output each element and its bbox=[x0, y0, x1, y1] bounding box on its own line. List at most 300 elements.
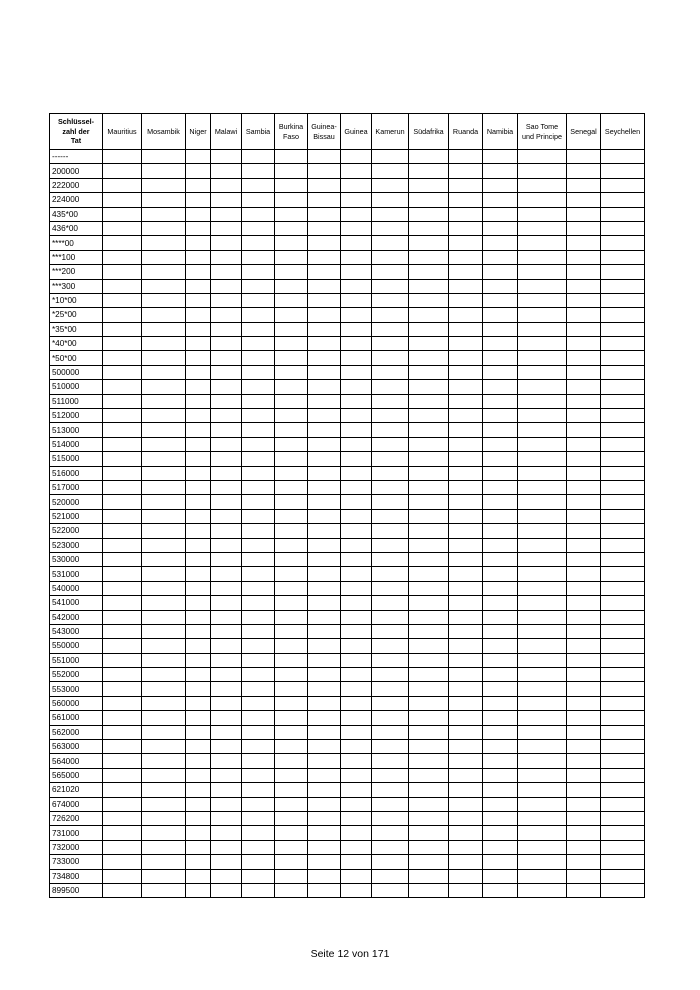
empty-cell bbox=[186, 308, 211, 322]
empty-cell bbox=[372, 178, 409, 192]
empty-cell bbox=[308, 293, 341, 307]
empty-cell bbox=[103, 495, 142, 509]
empty-cell bbox=[601, 409, 645, 423]
empty-cell bbox=[567, 509, 601, 523]
column-header-label: Sao Tome bbox=[525, 121, 559, 131]
table-row bbox=[50, 639, 645, 653]
table-row bbox=[50, 394, 645, 408]
empty-cell bbox=[186, 495, 211, 509]
empty-cell bbox=[142, 797, 186, 811]
empty-cell bbox=[211, 207, 242, 221]
empty-cell bbox=[483, 668, 518, 682]
empty-cell bbox=[186, 840, 211, 854]
empty-cell bbox=[341, 610, 372, 624]
empty-cell bbox=[103, 409, 142, 423]
column-header-country bbox=[449, 114, 483, 150]
empty-cell bbox=[601, 365, 645, 379]
empty-cell bbox=[372, 768, 409, 782]
empty-cell bbox=[242, 207, 275, 221]
empty-cell bbox=[409, 322, 449, 336]
empty-cell bbox=[341, 293, 372, 307]
empty-cell bbox=[409, 711, 449, 725]
empty-cell bbox=[341, 567, 372, 581]
empty-cell bbox=[567, 365, 601, 379]
empty-cell bbox=[449, 337, 483, 351]
empty-cell bbox=[567, 279, 601, 293]
empty-cell bbox=[103, 538, 142, 552]
empty-cell bbox=[601, 351, 645, 365]
row-key-cell: 899500 bbox=[50, 883, 103, 897]
empty-cell bbox=[211, 250, 242, 264]
empty-cell bbox=[142, 624, 186, 638]
empty-cell bbox=[372, 711, 409, 725]
empty-cell bbox=[518, 754, 567, 768]
empty-cell bbox=[142, 653, 186, 667]
empty-cell bbox=[308, 164, 341, 178]
empty-cell bbox=[242, 409, 275, 423]
empty-cell bbox=[567, 682, 601, 696]
column-header-country bbox=[103, 114, 142, 150]
empty-cell bbox=[308, 423, 341, 437]
empty-cell bbox=[103, 150, 142, 164]
row-key-cell: 561000 bbox=[50, 711, 103, 725]
empty-cell bbox=[308, 221, 341, 235]
empty-cell bbox=[518, 236, 567, 250]
empty-cell bbox=[308, 279, 341, 293]
column-header-label: Guinea- bbox=[311, 121, 337, 131]
empty-cell bbox=[518, 466, 567, 480]
empty-cell bbox=[142, 178, 186, 192]
empty-cell bbox=[601, 380, 645, 394]
row-key-cell: 436*00 bbox=[50, 221, 103, 235]
row-key-cell: 514000 bbox=[50, 437, 103, 451]
empty-cell bbox=[518, 279, 567, 293]
empty-cell bbox=[409, 811, 449, 825]
empty-cell bbox=[308, 265, 341, 279]
column-header-label: Seychellen bbox=[604, 126, 641, 136]
row-key-cell: *50*00 bbox=[50, 351, 103, 365]
empty-cell bbox=[483, 394, 518, 408]
empty-cell bbox=[211, 221, 242, 235]
empty-cell bbox=[186, 394, 211, 408]
empty-cell bbox=[242, 221, 275, 235]
empty-cell bbox=[449, 624, 483, 638]
empty-cell bbox=[308, 711, 341, 725]
row-key-cell: ***100 bbox=[50, 250, 103, 264]
table-row bbox=[50, 811, 645, 825]
empty-cell bbox=[103, 365, 142, 379]
empty-cell bbox=[186, 639, 211, 653]
empty-cell bbox=[483, 883, 518, 897]
empty-cell bbox=[409, 178, 449, 192]
empty-cell bbox=[409, 164, 449, 178]
empty-cell bbox=[308, 538, 341, 552]
empty-cell bbox=[567, 811, 601, 825]
empty-cell bbox=[142, 538, 186, 552]
empty-cell bbox=[483, 696, 518, 710]
empty-cell bbox=[275, 380, 308, 394]
empty-cell bbox=[242, 668, 275, 682]
empty-cell bbox=[409, 855, 449, 869]
row-key-cell: 734800 bbox=[50, 869, 103, 883]
empty-cell bbox=[242, 466, 275, 480]
empty-cell bbox=[211, 466, 242, 480]
empty-cell bbox=[186, 380, 211, 394]
empty-cell bbox=[142, 351, 186, 365]
empty-cell bbox=[567, 639, 601, 653]
empty-cell bbox=[142, 754, 186, 768]
row-key-cell: 224000 bbox=[50, 193, 103, 207]
empty-cell bbox=[409, 596, 449, 610]
table-row bbox=[50, 423, 645, 437]
empty-cell bbox=[341, 883, 372, 897]
empty-cell bbox=[483, 437, 518, 451]
empty-cell bbox=[601, 883, 645, 897]
empty-cell bbox=[211, 711, 242, 725]
empty-cell bbox=[449, 265, 483, 279]
empty-cell bbox=[601, 495, 645, 509]
empty-cell bbox=[341, 783, 372, 797]
empty-cell bbox=[372, 150, 409, 164]
column-header-country bbox=[186, 114, 211, 150]
empty-cell bbox=[372, 495, 409, 509]
row-key-cell: *35*00 bbox=[50, 322, 103, 336]
empty-cell bbox=[341, 394, 372, 408]
empty-cell bbox=[103, 596, 142, 610]
empty-cell bbox=[242, 524, 275, 538]
empty-cell bbox=[567, 538, 601, 552]
empty-cell bbox=[341, 351, 372, 365]
empty-cell bbox=[601, 538, 645, 552]
empty-cell bbox=[483, 409, 518, 423]
empty-cell bbox=[567, 250, 601, 264]
empty-cell bbox=[372, 193, 409, 207]
empty-cell bbox=[142, 250, 186, 264]
empty-cell bbox=[372, 639, 409, 653]
empty-cell bbox=[341, 524, 372, 538]
empty-cell bbox=[103, 682, 142, 696]
empty-cell bbox=[103, 811, 142, 825]
empty-cell bbox=[211, 883, 242, 897]
empty-cell bbox=[483, 236, 518, 250]
row-key-cell: 621020 bbox=[50, 783, 103, 797]
empty-cell bbox=[211, 840, 242, 854]
table-row bbox=[50, 250, 645, 264]
empty-cell bbox=[567, 380, 601, 394]
empty-cell bbox=[449, 725, 483, 739]
empty-cell bbox=[308, 696, 341, 710]
table-row bbox=[50, 236, 645, 250]
column-header-label: Guinea bbox=[344, 126, 368, 136]
empty-cell bbox=[409, 869, 449, 883]
empty-cell bbox=[483, 725, 518, 739]
empty-cell bbox=[449, 495, 483, 509]
empty-cell bbox=[142, 380, 186, 394]
empty-cell bbox=[142, 265, 186, 279]
empty-cell bbox=[275, 265, 308, 279]
empty-cell bbox=[275, 452, 308, 466]
empty-cell bbox=[483, 221, 518, 235]
empty-cell bbox=[601, 250, 645, 264]
empty-cell bbox=[483, 639, 518, 653]
empty-cell bbox=[186, 682, 211, 696]
empty-cell bbox=[186, 869, 211, 883]
empty-cell bbox=[308, 409, 341, 423]
empty-cell bbox=[186, 754, 211, 768]
column-header-label: Namibia bbox=[486, 126, 514, 136]
table-row bbox=[50, 150, 645, 164]
row-key-cell: 523000 bbox=[50, 538, 103, 552]
empty-cell bbox=[211, 610, 242, 624]
empty-cell bbox=[242, 394, 275, 408]
empty-cell bbox=[308, 581, 341, 595]
table-row bbox=[50, 365, 645, 379]
empty-cell bbox=[142, 437, 186, 451]
row-key-cell: 731000 bbox=[50, 826, 103, 840]
empty-cell bbox=[186, 624, 211, 638]
empty-cell bbox=[449, 610, 483, 624]
empty-cell bbox=[341, 164, 372, 178]
empty-cell bbox=[518, 178, 567, 192]
empty-cell bbox=[449, 480, 483, 494]
empty-cell bbox=[372, 293, 409, 307]
table-row bbox=[50, 437, 645, 451]
empty-cell bbox=[341, 711, 372, 725]
empty-cell bbox=[211, 855, 242, 869]
empty-cell bbox=[483, 581, 518, 595]
empty-cell bbox=[409, 250, 449, 264]
empty-cell bbox=[275, 682, 308, 696]
empty-cell bbox=[308, 639, 341, 653]
empty-cell bbox=[518, 322, 567, 336]
empty-cell bbox=[601, 768, 645, 782]
empty-cell bbox=[242, 682, 275, 696]
empty-cell bbox=[308, 509, 341, 523]
empty-cell bbox=[409, 740, 449, 754]
empty-cell bbox=[518, 337, 567, 351]
empty-cell bbox=[567, 783, 601, 797]
empty-cell bbox=[518, 581, 567, 595]
empty-cell bbox=[186, 711, 211, 725]
column-header-label: Bissau bbox=[313, 131, 335, 141]
column-header-label: Ruanda bbox=[452, 126, 479, 136]
empty-cell bbox=[567, 740, 601, 754]
empty-cell bbox=[372, 754, 409, 768]
empty-cell bbox=[449, 279, 483, 293]
column-header-label: Kamerun bbox=[375, 126, 405, 136]
empty-cell bbox=[186, 250, 211, 264]
empty-cell bbox=[275, 596, 308, 610]
column-header-country bbox=[518, 114, 567, 150]
empty-cell bbox=[308, 754, 341, 768]
empty-cell bbox=[567, 826, 601, 840]
empty-cell bbox=[186, 193, 211, 207]
empty-cell bbox=[308, 797, 341, 811]
empty-cell bbox=[103, 193, 142, 207]
empty-cell bbox=[242, 581, 275, 595]
column-header-label: Mauritius bbox=[107, 126, 137, 136]
empty-cell bbox=[409, 840, 449, 854]
empty-cell bbox=[275, 610, 308, 624]
empty-cell bbox=[308, 768, 341, 782]
table-row bbox=[50, 308, 645, 322]
empty-cell bbox=[242, 538, 275, 552]
empty-cell bbox=[242, 279, 275, 293]
empty-cell bbox=[518, 711, 567, 725]
row-key-cell: 562000 bbox=[50, 725, 103, 739]
empty-cell bbox=[409, 337, 449, 351]
empty-cell bbox=[601, 811, 645, 825]
table-row bbox=[50, 768, 645, 782]
empty-cell bbox=[211, 437, 242, 451]
empty-cell bbox=[186, 696, 211, 710]
empty-cell bbox=[142, 567, 186, 581]
empty-cell bbox=[372, 624, 409, 638]
table-row bbox=[50, 783, 645, 797]
empty-cell bbox=[103, 164, 142, 178]
table-row bbox=[50, 322, 645, 336]
empty-cell bbox=[449, 696, 483, 710]
row-key-cell: 543000 bbox=[50, 624, 103, 638]
row-key-cell: 542000 bbox=[50, 610, 103, 624]
table-row bbox=[50, 265, 645, 279]
empty-cell bbox=[308, 883, 341, 897]
empty-cell bbox=[409, 265, 449, 279]
empty-cell bbox=[518, 596, 567, 610]
empty-cell bbox=[409, 639, 449, 653]
empty-cell bbox=[103, 581, 142, 595]
empty-cell bbox=[341, 380, 372, 394]
row-key-cell: 552000 bbox=[50, 668, 103, 682]
empty-cell bbox=[601, 236, 645, 250]
empty-cell bbox=[308, 552, 341, 566]
empty-cell bbox=[449, 639, 483, 653]
empty-cell bbox=[372, 538, 409, 552]
empty-cell bbox=[103, 840, 142, 854]
empty-cell bbox=[186, 365, 211, 379]
empty-cell bbox=[372, 840, 409, 854]
row-key-cell: 541000 bbox=[50, 596, 103, 610]
empty-cell bbox=[275, 869, 308, 883]
empty-cell bbox=[186, 437, 211, 451]
empty-cell bbox=[449, 452, 483, 466]
empty-cell bbox=[372, 581, 409, 595]
empty-cell bbox=[211, 682, 242, 696]
empty-cell bbox=[142, 423, 186, 437]
table-row bbox=[50, 740, 645, 754]
empty-cell bbox=[409, 754, 449, 768]
empty-cell bbox=[341, 480, 372, 494]
empty-cell bbox=[601, 423, 645, 437]
empty-cell bbox=[103, 783, 142, 797]
empty-cell bbox=[341, 178, 372, 192]
empty-cell bbox=[449, 840, 483, 854]
empty-cell bbox=[567, 423, 601, 437]
table-row bbox=[50, 524, 645, 538]
table-row bbox=[50, 696, 645, 710]
empty-cell bbox=[372, 596, 409, 610]
empty-cell bbox=[142, 668, 186, 682]
empty-cell bbox=[242, 855, 275, 869]
empty-cell bbox=[142, 293, 186, 307]
empty-cell bbox=[567, 768, 601, 782]
empty-cell bbox=[449, 869, 483, 883]
empty-cell bbox=[567, 495, 601, 509]
empty-cell bbox=[483, 250, 518, 264]
empty-cell bbox=[211, 524, 242, 538]
empty-cell bbox=[483, 740, 518, 754]
empty-cell bbox=[601, 265, 645, 279]
table-row bbox=[50, 452, 645, 466]
empty-cell bbox=[483, 610, 518, 624]
empty-cell bbox=[518, 250, 567, 264]
empty-cell bbox=[142, 509, 186, 523]
empty-cell bbox=[103, 826, 142, 840]
empty-cell bbox=[242, 840, 275, 854]
empty-cell bbox=[142, 394, 186, 408]
empty-cell bbox=[601, 466, 645, 480]
empty-cell bbox=[211, 783, 242, 797]
empty-cell bbox=[483, 596, 518, 610]
empty-cell bbox=[142, 639, 186, 653]
empty-cell bbox=[308, 610, 341, 624]
empty-cell bbox=[103, 178, 142, 192]
empty-cell bbox=[341, 365, 372, 379]
column-header-country bbox=[142, 114, 186, 150]
empty-cell bbox=[567, 236, 601, 250]
empty-cell bbox=[483, 365, 518, 379]
empty-cell bbox=[308, 437, 341, 451]
empty-cell bbox=[518, 668, 567, 682]
column-header-country bbox=[372, 114, 409, 150]
table-row bbox=[50, 164, 645, 178]
empty-cell bbox=[142, 610, 186, 624]
empty-cell bbox=[601, 164, 645, 178]
row-key-cell: *40*00 bbox=[50, 337, 103, 351]
empty-cell bbox=[518, 394, 567, 408]
empty-cell bbox=[275, 221, 308, 235]
empty-cell bbox=[601, 711, 645, 725]
column-header-label: Faso bbox=[283, 131, 299, 141]
empty-cell bbox=[601, 696, 645, 710]
empty-cell bbox=[142, 150, 186, 164]
empty-cell bbox=[142, 552, 186, 566]
column-header-key-line: zahl der bbox=[62, 126, 90, 136]
empty-cell bbox=[409, 437, 449, 451]
empty-cell bbox=[518, 840, 567, 854]
empty-cell bbox=[341, 696, 372, 710]
empty-cell bbox=[275, 293, 308, 307]
empty-cell bbox=[186, 423, 211, 437]
empty-cell bbox=[211, 639, 242, 653]
empty-cell bbox=[308, 236, 341, 250]
empty-cell bbox=[242, 452, 275, 466]
empty-cell bbox=[308, 452, 341, 466]
empty-cell bbox=[601, 524, 645, 538]
empty-cell bbox=[409, 509, 449, 523]
empty-cell bbox=[372, 207, 409, 221]
empty-cell bbox=[211, 653, 242, 667]
empty-cell bbox=[409, 423, 449, 437]
empty-cell bbox=[275, 768, 308, 782]
empty-cell bbox=[308, 596, 341, 610]
table-row bbox=[50, 466, 645, 480]
empty-cell bbox=[483, 811, 518, 825]
empty-cell bbox=[308, 740, 341, 754]
empty-cell bbox=[483, 682, 518, 696]
empty-cell bbox=[601, 826, 645, 840]
empty-cell bbox=[483, 351, 518, 365]
